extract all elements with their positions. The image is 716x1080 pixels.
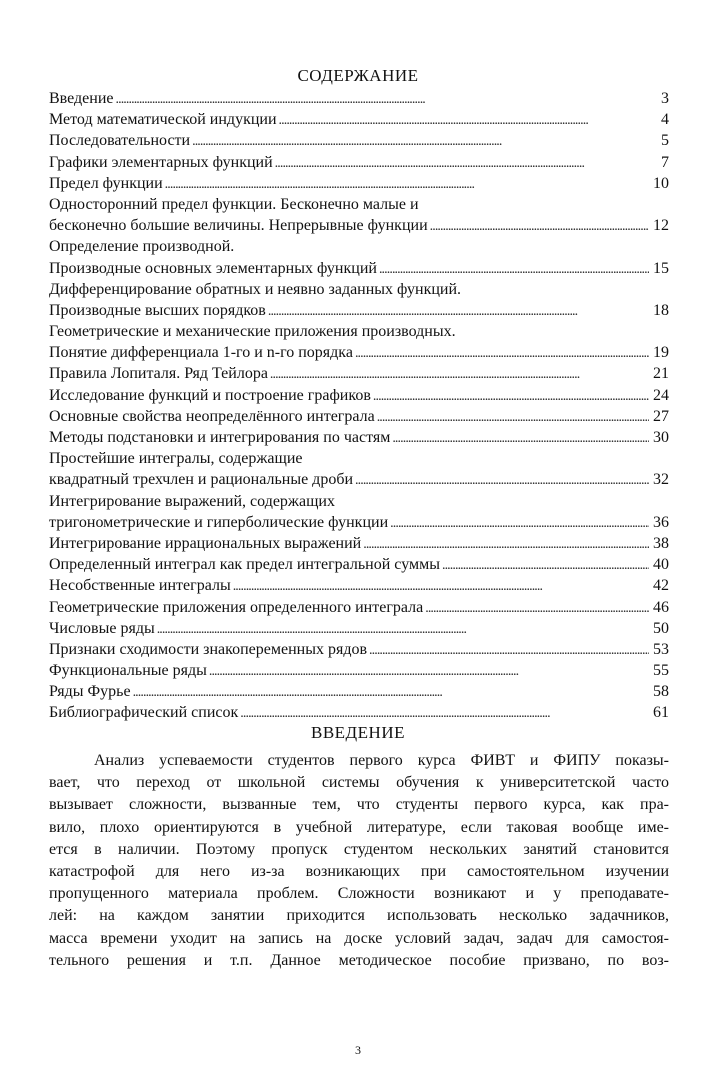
toc-line [49,88,669,109]
toc-page-number: 46 [653,598,669,616]
toc-leader-dots [165,174,649,195]
toc-entry-text: Методы подстановки и интегрирования по частям [49,429,391,446]
toc-page-number: 58 [653,683,669,701]
toc-leader-dots [442,555,649,576]
toc-line [49,236,669,257]
toc-page-number: 5 [661,132,669,150]
intro-line: Анализ успеваемости студентов первого курса ФИВТ и ФИПУ показы- [94,752,669,769]
toc-page-number: 15 [653,259,669,277]
intro-line: вило, плохо ориентируются в учебной литературе, если таковая вообще име- [49,818,669,836]
toc-page-number: 10 [653,174,669,192]
toc-page-number: 32 [653,471,669,489]
toc-line [49,702,669,723]
toc-line [49,618,669,639]
toc-line [49,448,669,469]
intro-line: вает, что переход от школьной системы обучения к университетской часто [49,774,669,792]
toc-entry-text: Производные основных элементарных функций [49,259,377,277]
toc-entry-text: Предел функции [49,174,163,192]
toc-leader-dots [192,131,649,152]
toc-leader-dots [363,534,649,555]
toc-leader-dots [377,407,649,428]
toc-leader-dots [116,89,650,110]
toc-entry-text: тригонометрические и гиперболические функции [49,513,389,531]
intro-line: масса времени уходит на запись на доске условий задач, задач для самостоя- [49,929,669,947]
toc-line [49,342,669,363]
toc-page-number: 50 [653,619,669,637]
toc-leader-dots [270,364,649,385]
intro-line: лей: на каждом занятии приходится использовать несколько задачников, [49,907,669,925]
toc-line [49,427,669,448]
toc-line [49,152,669,173]
toc-leader-dots [279,110,649,131]
intro-paragraph [49,750,669,972]
toc-line [49,173,669,194]
toc-leader-dots [373,386,649,407]
toc-entry-text: квадратный трехчлен и рациональные дроби [49,471,354,489]
toc-entry-text: Правила Лопиталя. Ряд Тейлора [49,365,268,383]
toc-line [49,469,669,490]
toc-line [49,385,669,406]
toc-entry-text: Основные свойства неопределённого интеграла [49,407,375,425]
toc-entry-text: Простейшие интегралы, содержащие [49,450,303,468]
table-of-contents [49,88,669,724]
toc-leader-dots [392,428,649,449]
toc-leader-dots [390,513,649,534]
toc-entry-text: Числовые ряды [49,619,155,637]
toc-page-number: 42 [653,577,669,595]
toc-leader-dots [275,153,649,174]
toc-entry-text: Несобственные интегралы [49,577,231,595]
toc-page-number: 24 [653,386,669,404]
toc-entry-text: Геометрические приложения определенного интеграла [49,598,424,616]
toc-entry-text: Интегрирование иррациональных выражений [49,534,362,552]
toc-entry-text: Геометрические и механические приложения производных. [49,323,456,341]
toc-line [49,660,669,681]
toc-line [49,491,669,512]
toc-page-number: 38 [653,534,669,552]
toc-entry-text: Метод математической индукции [49,111,277,129]
toc-entry-text: Исследование функций и построение графиков [49,386,371,404]
toc-line [49,681,669,702]
intro-line: ется в наличии. Поэтому пропуск студентом нескольких занятий становится [49,840,669,858]
toc-entry-text: Признаки сходимости знакопеременных рядов [49,640,368,658]
toc-line [49,554,669,575]
toc-leader-dots [425,598,649,619]
toc-line [49,258,669,279]
toc-entry-text: Дифференцирование обратных и неявно заданных функций. [49,280,462,298]
toc-page-number: 30 [653,429,669,446]
toc-leader-dots [233,576,649,597]
toc-page-number: 7 [661,153,669,171]
toc-page-number: 18 [653,301,669,319]
toc-page-number: 12 [653,217,669,235]
toc-entry-text: Определенный интеграл как предел интегральной суммы [49,556,440,574]
toc-page-number: 40 [653,556,669,574]
toc-entry-text: Односторонний предел функции. Бесконечно малые и [49,195,419,213]
intro-line: вызывает сложности, вызванные тем, что студенты первого курса, как пра- [49,796,669,814]
toc-line [49,533,669,554]
toc-leader-dots [355,343,649,364]
toc-page-number: 55 [653,662,669,680]
toc-line [49,279,669,300]
toc-page-number: 53 [653,640,669,658]
toc-leader-dots [355,470,649,491]
toc-entry-text: Последовательности [49,132,191,150]
toc-entry-text: Библиографический список [49,704,239,722]
toc-leader-dots [133,682,649,703]
toc-title: СОДЕРЖАНИЕ [297,66,419,85]
toc-entry-text: Интегрирование выражений, содержащих [49,492,335,510]
toc-entry-text: Определение производной. [49,238,235,256]
toc-entry-text: Графики элементарных функций [49,153,273,171]
intro-line: катастрофой для него из-за возникающих при самостоятельном изучении [49,862,669,880]
toc-line [49,597,669,618]
toc-line [49,321,669,342]
toc-line [49,130,669,151]
intro-line: тельного решения и т.п. Данное методическое пособие призвано, по воз- [49,951,669,969]
toc-page-number: 3 [661,90,669,107]
toc-leader-dots [379,259,649,280]
toc-leader-dots [240,703,649,724]
toc-entry-text: Ряды Фурье [49,683,131,701]
toc-entry-text: Производные высших порядков [49,301,266,319]
intro-line: пропущенного материала проблем. Сложности возникают и у преподавате- [49,885,669,903]
toc-page-number: 4 [661,111,669,129]
toc-entry-text: Понятие дифференциала 1-го и n-го порядка [49,344,353,362]
toc-line [49,406,669,427]
toc-line [49,512,669,533]
toc-leader-dots [430,216,649,237]
toc-entry-text: бесконечно большие величины. Непрерывные функции [49,217,428,235]
toc-line [49,215,669,236]
toc-line [49,575,669,596]
toc-page-number: 19 [653,344,669,362]
toc-leader-dots [268,301,649,322]
toc-page-number: 21 [653,365,669,383]
toc-line [49,109,669,130]
toc-page-number: 61 [653,704,669,722]
toc-page-number: 36 [653,513,669,531]
toc-leader-dots [157,619,649,640]
toc-entry-text: Введение [49,90,114,107]
toc-line [49,639,669,660]
toc-line [49,300,669,321]
intro-title: ВВЕДЕНИЕ [311,723,405,742]
toc-line [49,363,669,384]
page-number: 3 [355,1043,361,1057]
toc-leader-dots [369,640,649,661]
toc-leader-dots [209,661,649,682]
toc-page-number: 27 [653,407,669,425]
toc-line [49,194,669,215]
toc-entry-text: Функциональные ряды [49,662,207,680]
